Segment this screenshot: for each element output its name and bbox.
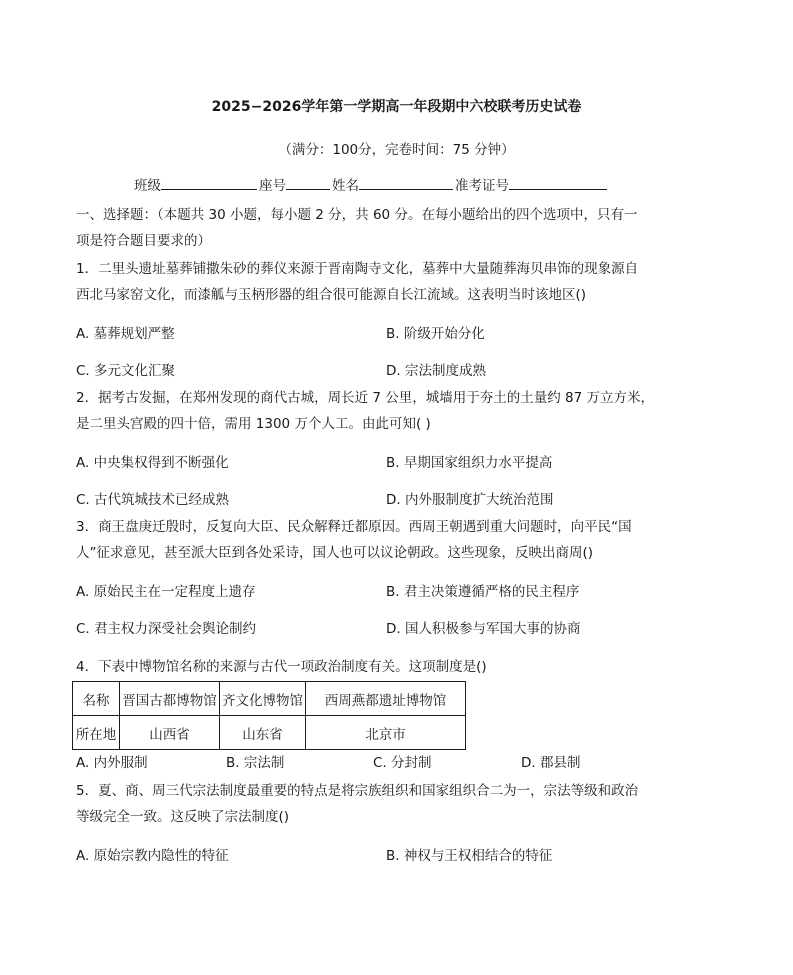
table-cell: 晋国古都博物馆 xyxy=(120,682,220,716)
table-cell: 齐文化博物馆 xyxy=(220,682,306,716)
seat-label: 座号 xyxy=(259,178,286,194)
question-5-line2: 等级完全一致。这反映了宗法制度() xyxy=(76,809,290,825)
exam-title: 2025−2026学年第一学期高一年段期中六校联考历史试卷 xyxy=(211,99,582,115)
question-4-option-d[interactable]: D. 郡县制 xyxy=(521,755,581,771)
question-1-line1: 1．二里头遗址墓葬铺撒朱砂的葬仪来源于晋南陶寺文化，墓葬中大量随葬海贝串饰的现象源自 xyxy=(76,261,639,277)
question-5-option-b[interactable]: B. 神权与王权相结合的特征 xyxy=(386,848,553,864)
question-4-line1: 4．下表中博物馆名称的来源与古代一项政治制度有关。这项制度是() xyxy=(76,659,487,675)
exam-subtitle: （满分：100分，完卷时间：75 分钟） xyxy=(278,142,515,158)
question-2-line1: 2．据考古发掘，在郑州发现的商代古城，周长近 7 公里，城墙用于夯土的土量约 87 万立方米， xyxy=(76,390,655,406)
question-1-option-b[interactable]: B. 阶级开始分化 xyxy=(386,326,485,342)
seat-blank[interactable] xyxy=(286,175,330,190)
question-5-line1: 5．夏、商、周三代宗法制度最重要的特点是将宗族组织和国家组织合二为一，宗法等级和政治 xyxy=(76,783,639,799)
section-intro-line1: 一、选择题：（本题共 30 小题，每小题 2 分，共 60 分。在每小题给出的四个选项中，只有一 xyxy=(76,207,638,223)
question-2-option-a[interactable]: A. 中央集权得到不断强化 xyxy=(76,455,229,471)
question-1-option-d[interactable]: D. 宗法制度成熟 xyxy=(386,363,486,379)
table-cell: 所在地 xyxy=(73,716,120,750)
exam-number-blank[interactable] xyxy=(509,175,607,190)
table-cell: 北京市 xyxy=(306,716,466,750)
question-3-line1: 3．商王盘庚迁殷时，反复向大臣、民众解释迁都原因。西周王朝遇到重大问题时，向平民“国 xyxy=(76,519,632,535)
name-label: 姓名 xyxy=(332,178,359,194)
question-3-option-a[interactable]: A. 原始民主在一定程度上遗存 xyxy=(76,584,256,600)
table-cell: 山东省 xyxy=(220,716,306,750)
question-1-option-c[interactable]: C. 多元文化汇聚 xyxy=(76,363,176,379)
name-blank[interactable] xyxy=(359,175,453,190)
class-blank[interactable] xyxy=(161,175,257,190)
question-2-line2: 是二里头宫殿的四十倍，需用 1300 万个人工。由此可知( ) xyxy=(76,416,431,432)
table-cell: 名称 xyxy=(73,682,120,716)
question-3-line2: 人”征求意见，甚至派大臣到各处采诗，国人也可以议论朝政。这些现象，反映出商周() xyxy=(76,545,594,561)
table-cell: 西周燕都遗址博物馆 xyxy=(306,682,466,716)
question-4-option-b[interactable]: B. 宗法制 xyxy=(226,755,285,771)
question-5-option-a[interactable]: A. 原始宗教内隐性的特征 xyxy=(76,848,229,864)
question-3-option-d[interactable]: D. 国人积极参与军国大事的协商 xyxy=(386,621,581,637)
section-intro-line2: 项是符合题目要求的） xyxy=(76,233,211,249)
question-2-option-c[interactable]: C. 古代筑城技术已经成熟 xyxy=(76,492,230,508)
museum-table xyxy=(72,681,466,750)
table-row xyxy=(73,716,466,750)
question-4-option-c[interactable]: C. 分封制 xyxy=(373,755,432,771)
exam-number-label: 准考证号 xyxy=(455,178,509,194)
question-1-line2: 西北马家窑文化，而漆觚与玉柄形器的组合很可能源自长江流域。这表明当时该地区() xyxy=(76,287,587,303)
question-2-option-d[interactable]: D. 内外服制度扩大统治范围 xyxy=(386,492,554,508)
question-2-option-b[interactable]: B. 早期国家组织力水平提高 xyxy=(386,455,553,471)
question-1-option-a[interactable]: A. 墓葬规划严整 xyxy=(76,326,175,342)
question-3-option-b[interactable]: B. 君主决策遵循严格的民主程序 xyxy=(386,584,580,600)
class-label: 班级 xyxy=(134,178,161,194)
question-3-option-c[interactable]: C. 君主权力深受社会舆论制约 xyxy=(76,621,257,637)
question-4-option-a[interactable]: A. 内外服制 xyxy=(76,755,148,771)
table-cell: 山西省 xyxy=(120,716,220,750)
table-row xyxy=(73,682,466,716)
student-info-line xyxy=(134,174,609,194)
